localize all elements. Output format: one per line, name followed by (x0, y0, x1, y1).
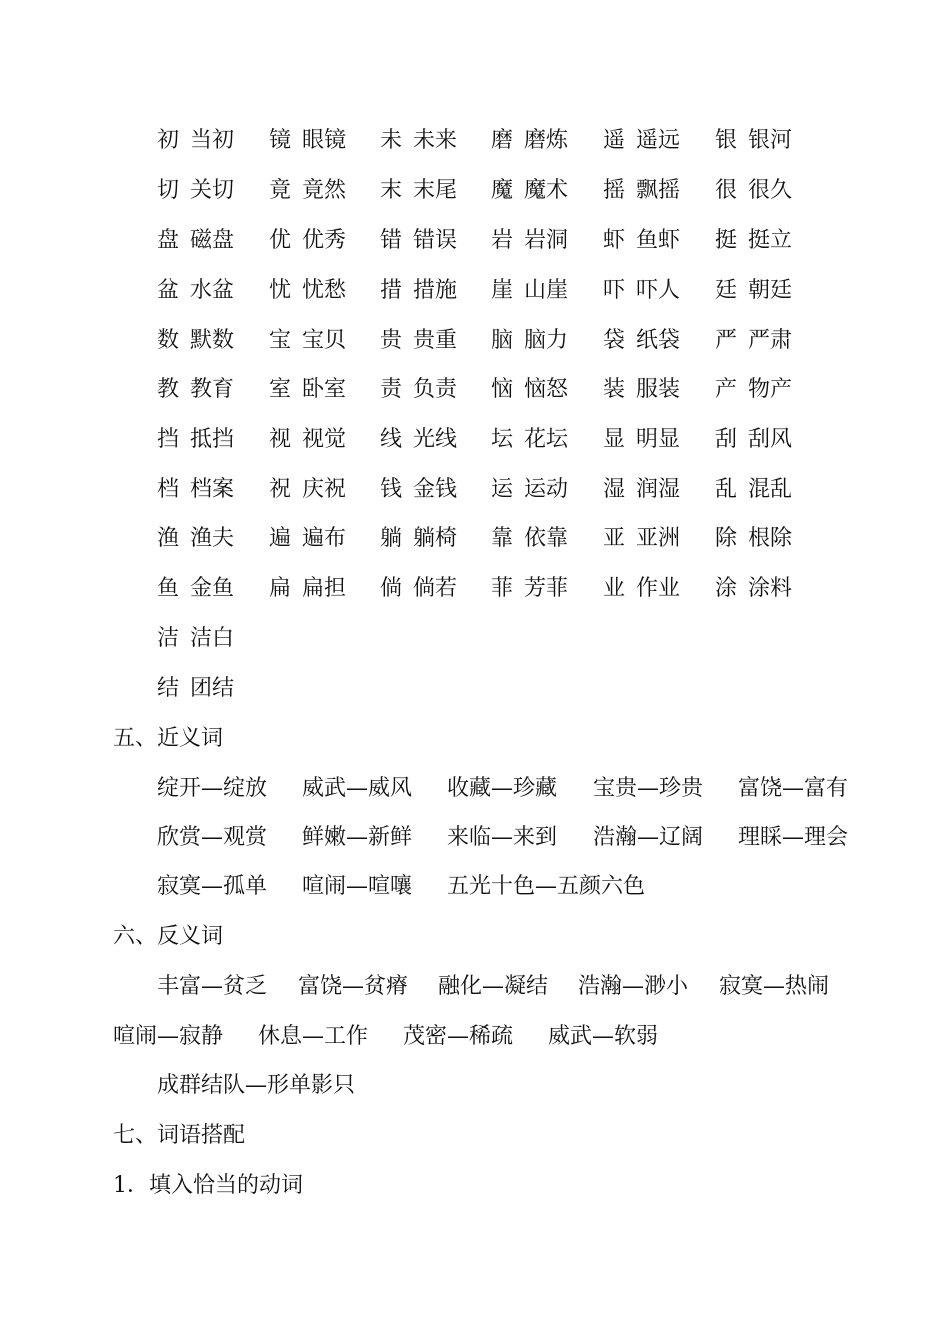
char-word-pair (380, 375, 457, 405)
char-row (0, 524, 950, 554)
example-word: 默数 (190, 328, 235, 353)
single-character: 磨 (491, 128, 514, 153)
single-character: 盘 (157, 228, 180, 253)
char-word-pair (603, 326, 680, 356)
example-word: 光线 (413, 427, 458, 452)
char-word-pair (269, 375, 346, 405)
char-word-pair (491, 126, 568, 156)
example-word: 金鱼 (190, 576, 235, 601)
example-word: 忧愁 (302, 278, 347, 303)
char-word-pair (491, 276, 568, 306)
char-row (0, 176, 950, 206)
single-character: 优 (269, 228, 292, 253)
single-character: 忧 (269, 278, 292, 303)
example-word: 挺立 (748, 228, 793, 253)
example-word: 鱼虾 (636, 228, 681, 253)
char-word-pair (157, 126, 234, 156)
char-word-pair (491, 176, 568, 206)
example-word: 魔术 (524, 178, 569, 203)
char-word-pair (269, 326, 346, 356)
antonym-pair: 寂寞—热闹 (719, 974, 830, 999)
single-character: 崖 (491, 278, 514, 303)
synonym-pair: 五光十色—五颜六色 (447, 874, 646, 899)
section-7-item-1: 1．填入恰当的动词 (113, 1173, 303, 1198)
single-character: 数 (157, 328, 180, 353)
example-word: 贵重 (413, 328, 458, 353)
example-word: 脑力 (524, 328, 569, 353)
single-character: 线 (380, 427, 403, 452)
example-word: 明显 (636, 427, 681, 452)
synonym-pair: 欣赏—观赏 (157, 825, 268, 850)
example-word: 润湿 (636, 477, 681, 502)
antonym-row-2 (113, 1022, 833, 1052)
single-character: 靠 (491, 526, 514, 551)
single-character: 脑 (491, 328, 514, 353)
example-word: 物产 (748, 377, 793, 402)
char-word-pair (715, 126, 792, 156)
char-word-pair (603, 126, 680, 156)
example-word: 吓人 (636, 278, 681, 303)
example-word: 优秀 (302, 228, 347, 253)
section-6-title: 六、反义词 (113, 924, 224, 949)
single-character: 恼 (491, 377, 514, 402)
example-word: 宝贝 (302, 328, 347, 353)
example-word: 未来 (413, 128, 458, 153)
antonym-pair: 融化—凝结 (438, 974, 549, 999)
char-row (0, 475, 950, 505)
example-word: 遥远 (636, 128, 681, 153)
example-word: 躺椅 (413, 526, 458, 551)
example-word: 遍布 (302, 526, 347, 551)
single-character: 祝 (269, 477, 292, 502)
single-character: 亚 (603, 526, 626, 551)
synonym-row-2 (157, 823, 877, 853)
single-character: 刮 (715, 427, 738, 452)
example-word: 倘若 (413, 576, 458, 601)
single-character: 显 (603, 427, 626, 452)
synonym-pair: 理睬—理会 (738, 825, 849, 850)
example-word: 作业 (636, 576, 681, 601)
char-word-pair (491, 425, 568, 455)
example-word: 根除 (748, 526, 793, 551)
char-word-pair (715, 276, 792, 306)
example-word: 朝廷 (748, 278, 793, 303)
char-word-pair (603, 375, 680, 405)
example-word: 庆祝 (302, 477, 347, 502)
example-word: 关切 (190, 178, 235, 203)
antonym-pair: 丰富—贫乏 (157, 974, 268, 999)
example-word: 严肃 (748, 328, 793, 353)
char-word-pair (380, 425, 457, 455)
single-character: 扁 (269, 576, 292, 601)
single-character: 袋 (603, 328, 626, 353)
single-character: 魔 (491, 178, 514, 203)
synonym-pair: 来临—来到 (447, 825, 558, 850)
example-word: 恼怒 (524, 377, 569, 402)
example-word: 银河 (748, 128, 793, 153)
synonym-pair: 浩瀚—辽阔 (593, 825, 704, 850)
char-word-pair (491, 574, 568, 604)
single-character: 镜 (269, 128, 292, 153)
example-word: 错误 (413, 228, 458, 253)
char-word-pair (157, 475, 234, 505)
example-word: 末尾 (413, 178, 458, 203)
example-word: 山崖 (524, 278, 569, 303)
example-word: 涂料 (748, 576, 793, 601)
antonym-pair: 浩瀚—渺小 (578, 974, 689, 999)
antonym-pair: 威武—软弱 (548, 1024, 659, 1049)
single-character: 结 (157, 676, 180, 701)
single-character: 盆 (157, 278, 180, 303)
char-word-pair (491, 375, 568, 405)
char-word-pair (715, 226, 792, 256)
char-word-pair (157, 524, 234, 554)
char-word-pair (715, 574, 792, 604)
char-word-pair (269, 126, 346, 156)
single-character: 躺 (380, 526, 403, 551)
synonym-row-3 (157, 872, 877, 902)
char-row (0, 126, 950, 156)
char-word-pair (715, 375, 792, 405)
single-character: 坛 (491, 427, 514, 452)
char-word-pair (157, 624, 234, 654)
char-row (0, 375, 950, 405)
single-character: 档 (157, 477, 180, 502)
single-character: 吓 (603, 278, 626, 303)
example-word: 磨炼 (524, 128, 569, 153)
example-word: 岩洞 (524, 228, 569, 253)
example-word: 很久 (748, 178, 793, 203)
single-character: 竟 (269, 178, 292, 203)
char-word-pair (157, 326, 234, 356)
section-7-title: 七、词语搭配 (113, 1123, 246, 1148)
char-word-pair (269, 226, 346, 256)
char-word-pair (715, 425, 792, 455)
single-character: 湿 (603, 477, 626, 502)
synonym-pair: 富饶—富有 (738, 776, 849, 801)
char-word-pair (603, 574, 680, 604)
example-word: 渔夫 (190, 526, 235, 551)
single-character: 装 (603, 377, 626, 402)
single-character: 运 (491, 477, 514, 502)
single-character: 鱼 (157, 576, 180, 601)
single-character: 岩 (491, 228, 514, 253)
antonym-pair: 喧闹—寂静 (113, 1024, 224, 1049)
single-character: 严 (715, 328, 738, 353)
example-word: 扁担 (302, 576, 347, 601)
example-word: 刮风 (748, 427, 793, 452)
synonym-pair: 鲜嫩—新鲜 (302, 825, 413, 850)
synonym-pair: 宝贵—珍贵 (593, 776, 704, 801)
example-word: 磁盘 (190, 228, 235, 253)
single-character: 室 (269, 377, 292, 402)
char-word-pair (157, 425, 234, 455)
char-row (0, 624, 950, 654)
single-character: 贵 (380, 328, 403, 353)
example-word: 运动 (524, 477, 569, 502)
char-word-pair (380, 475, 457, 505)
single-character: 产 (715, 377, 738, 402)
char-word-pair (491, 326, 568, 356)
single-character: 责 (380, 377, 403, 402)
single-character: 视 (269, 427, 292, 452)
single-character: 菲 (491, 576, 514, 601)
char-word-pair (157, 574, 234, 604)
single-character: 银 (715, 128, 738, 153)
antonym-pair: 成群结队—形单影只 (157, 1073, 356, 1098)
char-row (0, 226, 950, 256)
single-character: 倘 (380, 576, 403, 601)
example-word: 依靠 (524, 526, 569, 551)
char-word-pair (603, 276, 680, 306)
char-word-pair (491, 475, 568, 505)
char-word-pair (380, 326, 457, 356)
example-word: 视觉 (302, 427, 347, 452)
example-word: 档案 (190, 477, 235, 502)
char-word-pair (380, 524, 457, 554)
example-word: 抵挡 (190, 427, 235, 452)
char-word-pair (715, 475, 792, 505)
single-character: 挺 (715, 228, 738, 253)
antonym-pair: 茂密—稀疏 (403, 1024, 514, 1049)
char-row (0, 276, 950, 306)
char-row (0, 674, 950, 704)
char-word-pair (157, 276, 234, 306)
single-character: 末 (380, 178, 403, 203)
example-word: 纸袋 (636, 328, 681, 353)
char-word-pair (603, 425, 680, 455)
synonym-pair: 绽开—绽放 (157, 776, 268, 801)
example-word: 卧室 (302, 377, 347, 402)
single-character: 遍 (269, 526, 292, 551)
char-word-pair (269, 574, 346, 604)
char-word-pair (603, 524, 680, 554)
single-character: 洁 (157, 626, 180, 651)
single-character: 渔 (157, 526, 180, 551)
char-row (0, 425, 950, 455)
example-word: 水盆 (190, 278, 235, 303)
synonym-pair: 收藏—珍藏 (447, 776, 558, 801)
single-character: 很 (715, 178, 738, 203)
single-character: 切 (157, 178, 180, 203)
char-word-pair (491, 226, 568, 256)
char-word-pair (491, 524, 568, 554)
single-character: 初 (157, 128, 180, 153)
example-word: 服装 (636, 377, 681, 402)
example-word: 措施 (413, 278, 458, 303)
char-word-pair (715, 176, 792, 206)
char-word-pair (269, 176, 346, 206)
single-character: 除 (715, 526, 738, 551)
single-character: 措 (380, 278, 403, 303)
char-word-pair (603, 226, 680, 256)
char-word-pair (603, 475, 680, 505)
example-word: 负责 (413, 377, 458, 402)
example-word: 金钱 (413, 477, 458, 502)
char-word-pair (380, 176, 457, 206)
char-word-pair (157, 375, 234, 405)
example-word: 当初 (190, 128, 235, 153)
synonym-pair: 寂寞—孤单 (157, 874, 268, 899)
single-character: 挡 (157, 427, 180, 452)
char-word-pair (157, 674, 234, 704)
single-character: 涂 (715, 576, 738, 601)
single-character: 乱 (715, 477, 738, 502)
single-character: 廷 (715, 278, 738, 303)
char-word-pair (380, 276, 457, 306)
example-word: 洁白 (190, 626, 235, 651)
example-word: 混乱 (748, 477, 793, 502)
char-word-pair (380, 226, 457, 256)
single-character: 宝 (269, 328, 292, 353)
char-word-pair (715, 524, 792, 554)
char-row (0, 326, 950, 356)
antonym-pair: 休息—工作 (258, 1024, 369, 1049)
antonym-pair: 富饶—贫瘠 (298, 974, 409, 999)
example-word: 教育 (190, 377, 235, 402)
antonym-row-3 (157, 1071, 557, 1101)
antonym-row-1 (157, 972, 877, 1002)
char-word-pair (380, 574, 457, 604)
single-character: 教 (157, 377, 180, 402)
char-word-pair (269, 425, 346, 455)
single-character: 钱 (380, 477, 403, 502)
example-word: 芳菲 (524, 576, 569, 601)
section-5-title: 五、近义词 (113, 726, 224, 751)
char-word-pair (269, 524, 346, 554)
example-word: 团结 (190, 676, 235, 701)
char-word-pair (269, 276, 346, 306)
single-character: 摇 (603, 178, 626, 203)
single-character: 错 (380, 228, 403, 253)
single-character: 业 (603, 576, 626, 601)
single-character: 遥 (603, 128, 626, 153)
synonym-pair: 威武—威风 (302, 776, 413, 801)
char-word-pair (603, 176, 680, 206)
example-word: 飘摇 (636, 178, 681, 203)
char-word-pair (715, 326, 792, 356)
example-word: 亚洲 (636, 526, 681, 551)
char-word-pair (269, 475, 346, 505)
char-word-pair (380, 126, 457, 156)
synonym-row-1 (157, 774, 877, 804)
example-word: 花坛 (524, 427, 569, 452)
char-word-pair (157, 226, 234, 256)
synonym-pair: 喧闹—喧嚷 (302, 874, 413, 899)
single-character: 虾 (603, 228, 626, 253)
example-word: 眼镜 (302, 128, 347, 153)
char-word-pair (157, 176, 234, 206)
single-character: 未 (380, 128, 403, 153)
example-word: 竟然 (302, 178, 347, 203)
char-row (0, 574, 950, 604)
